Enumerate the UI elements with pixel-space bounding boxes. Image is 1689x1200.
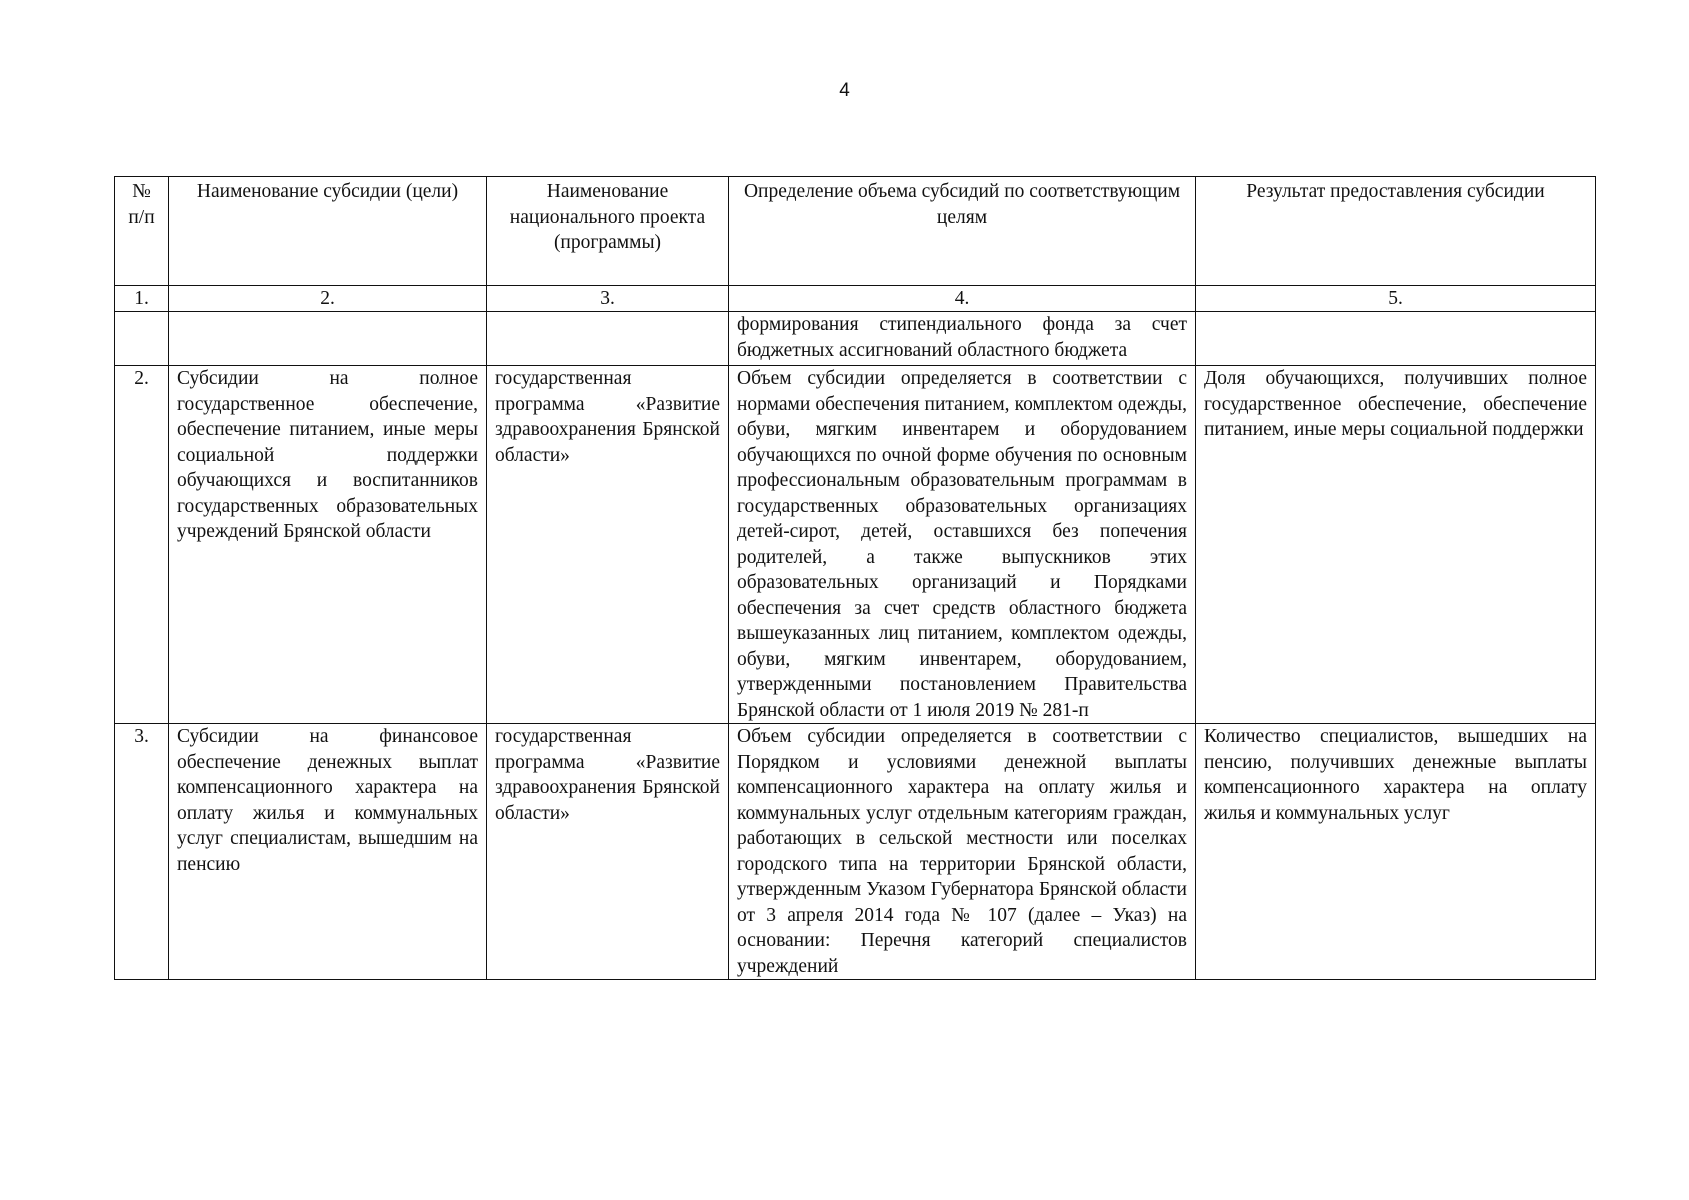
header-result: Результат предоставления субсидии: [1196, 177, 1596, 286]
table-row: [115, 724, 1596, 980]
header-number: № п/п: [115, 177, 169, 286]
project-cell: государственная программа «Развитие здравоохранения Брянской области»: [487, 724, 729, 980]
column-index-row: [115, 286, 1596, 312]
row-number: [115, 312, 169, 366]
header-volume-definition: Определение объема субсидий по соответствующим целям: [729, 177, 1196, 286]
result-cell: Доля обучающихся, получивших полное государственное обеспечение, обеспечение питанием, иные меры социальной поддержки: [1196, 366, 1596, 724]
column-index: 5.: [1196, 286, 1596, 312]
definition-cell: Объем субсидии определяется в соответствии с нормами обеспечения питанием, комплектом одежды, обуви, мягким инвентарем и оборудованием обучающихся по очной форме обучения по основным профессиональным образовательным программам в государственных образовательных организациях детей-сирот, детей, оставшихся без попечения родителей, а также выпускников этих образовательных организаций и Порядками обеспечения за счет средств областного бюджета вышеуказанных лиц питанием, комплектом одежды, обуви, мягким инвентарем, оборудованием, утвержденными постановлением Правительства Брянской области от 1 июля 2019 № 281-п: [729, 366, 1196, 724]
page-number: 4: [839, 80, 850, 101]
table-row: [115, 312, 1596, 366]
subsidy-name-cell: [169, 312, 487, 366]
result-cell: [1196, 312, 1596, 366]
row-number: 2.: [115, 366, 169, 724]
header-national-project: Наименование национального проекта (программы): [487, 177, 729, 286]
table-row: [115, 366, 1596, 724]
project-cell: государственная программа «Развитие здравоохранения Брянской области»: [487, 366, 729, 724]
column-index: 2.: [169, 286, 487, 312]
column-index: 1.: [115, 286, 169, 312]
row-number: 3.: [115, 724, 169, 980]
subsidy-name-cell: Субсидии на полное государственное обеспечение, обеспечение питанием, иные меры социальной поддержки обучающихся и воспитанников государственных образовательных учреждений Брянской области: [169, 366, 487, 724]
project-cell: [487, 312, 729, 366]
definition-cell: формирования стипендиального фонда за счет бюджетных ассигнований областного бюджета: [729, 312, 1196, 366]
subsidy-name-cell: Субсидии на финансовое обеспечение денежных выплат компенсационного характера на оплату жилья и коммунальных услуг специалистам, вышедшим на пенсию: [169, 724, 487, 980]
column-index: 4.: [729, 286, 1196, 312]
definition-cell: Объем субсидии определяется в соответствии с Порядком и условиями денежной выплаты компенсационного характера на оплату жилья и коммунальных услуг отдельным категориям граждан, работающих в сельской местности или поселках городского типа на территории Брянской области, утвержденным Указом Губернатора Брянской области от 3 апреля 2014 года № 107 (далее – Указ) на основании: Перечня категорий специалистов учреждений: [729, 724, 1196, 980]
result-cell: Количество специалистов, вышедших на пенсию, получивших денежные выплаты компенсационного характера на оплату жилья и коммунальных услуг: [1196, 724, 1596, 980]
header-subsidy-name: Наименование субсидии (цели): [169, 177, 487, 286]
subsidy-table: [114, 176, 1596, 980]
table-header-row: [115, 177, 1596, 286]
column-index: 3.: [487, 286, 729, 312]
